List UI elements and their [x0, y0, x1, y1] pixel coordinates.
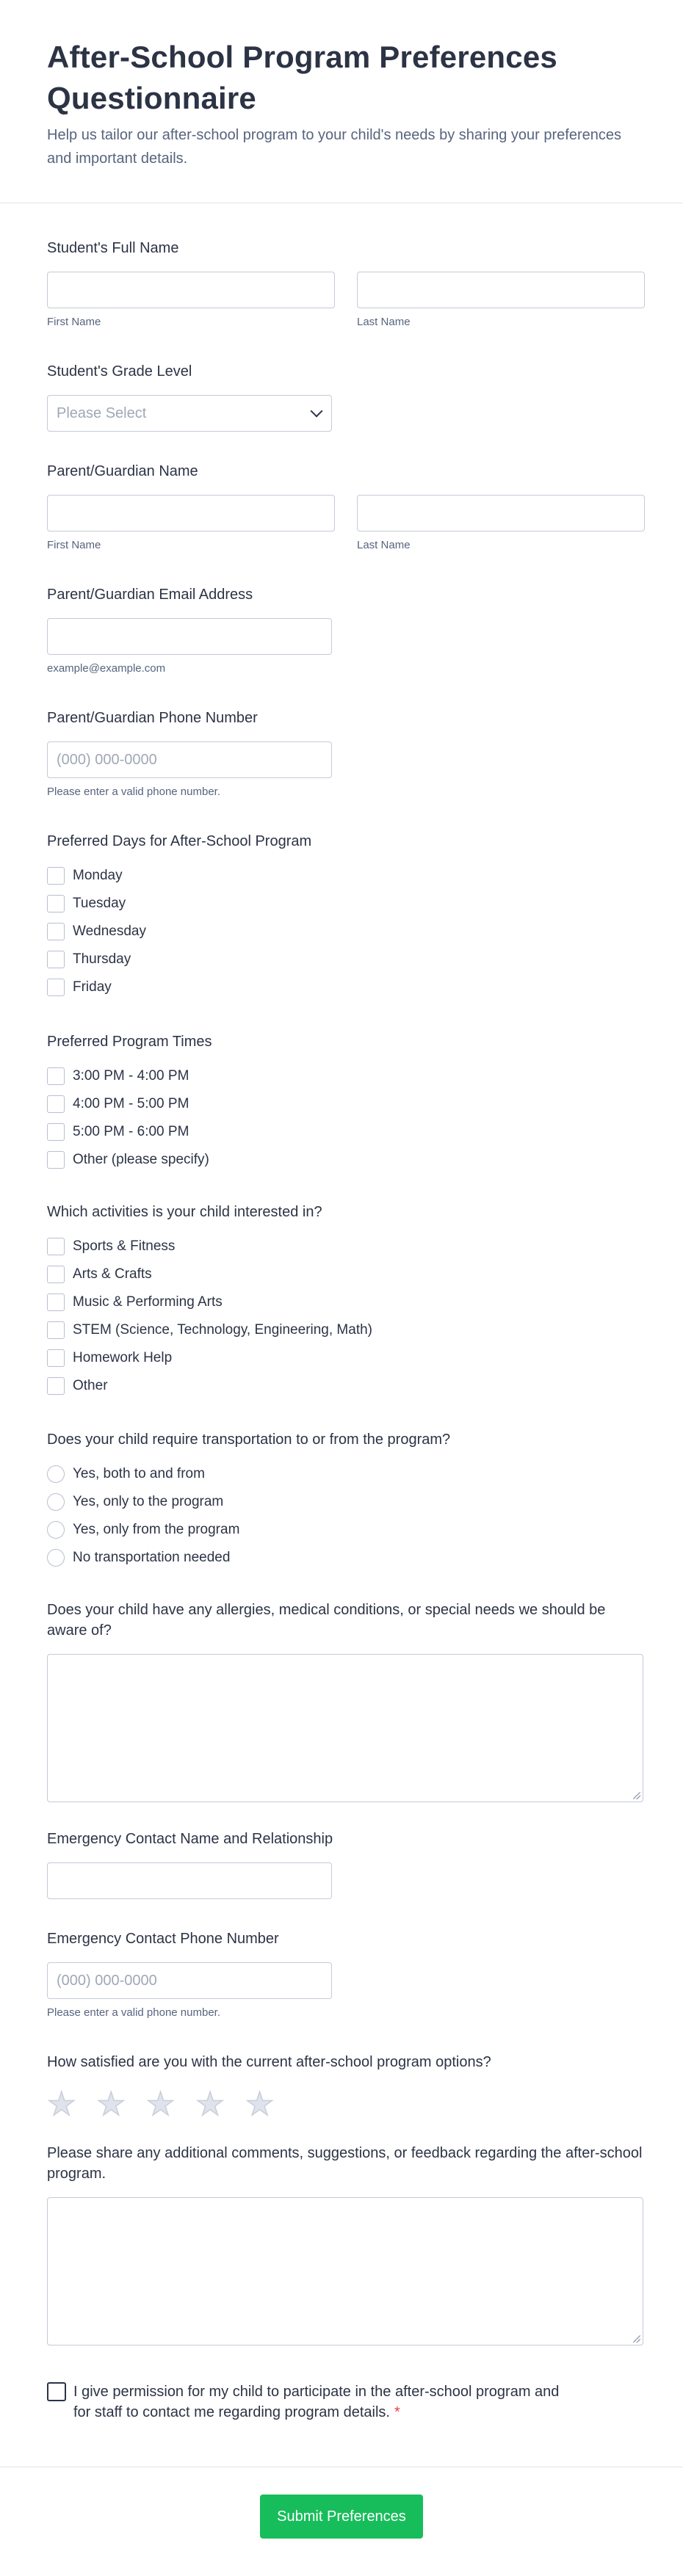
- star-icon[interactable]: ★: [195, 2086, 225, 2122]
- parent-phone-input[interactable]: [47, 741, 332, 778]
- activity-option[interactable]: Homework Help: [47, 1344, 643, 1372]
- satisfaction-label: How satisfied are you with the current after-school program options?: [47, 2054, 491, 2070]
- student-first-name-input[interactable]: [47, 272, 335, 308]
- checkbox[interactable]: [47, 895, 65, 913]
- checkbox[interactable]: [47, 1095, 65, 1113]
- checkbox[interactable]: [47, 923, 65, 940]
- parent-last-name-sublabel: Last Name: [357, 539, 411, 551]
- transport-option[interactable]: No transportation needed: [47, 1544, 643, 1572]
- student-name-field: [47, 238, 643, 328]
- grade-select[interactable]: [47, 395, 332, 432]
- parent-first-name-sublabel: First Name: [47, 539, 101, 551]
- consent-checkbox[interactable]: [47, 2382, 66, 2401]
- times-label: Preferred Program Times: [47, 1034, 212, 1050]
- emergency-phone-input[interactable]: [47, 1962, 332, 1999]
- checkbox[interactable]: [47, 1377, 65, 1395]
- transport-field: [47, 1429, 643, 1572]
- satisfaction-field: [47, 2052, 643, 2121]
- checkbox[interactable]: [47, 1151, 65, 1169]
- radio[interactable]: [47, 1521, 65, 1539]
- emergency-name-field: [47, 1829, 643, 1899]
- allergies-label: Does your child have any allergies, medical conditions, or special needs we should be aware of?: [47, 1602, 606, 1639]
- emergency-phone-field: [47, 1929, 643, 2019]
- transport-label: Does your child require transportation to or from the program?: [47, 1432, 451, 1448]
- activity-option[interactable]: Sports & Fitness: [47, 1233, 643, 1260]
- emergency-phone-sublabel: Please enter a valid phone number.: [47, 2006, 220, 2019]
- parent-phone-label: Parent/Guardian Phone Number: [47, 710, 258, 726]
- time-option[interactable]: 4:00 PM - 5:00 PM: [47, 1090, 643, 1118]
- days-field: [47, 831, 643, 1001]
- form-description: Help us tailor our after-school program to your child's needs by sharing your preferences and important details.: [47, 127, 621, 167]
- parent-email-sublabel: example@example.com: [47, 662, 166, 675]
- parent-first-name-input[interactable]: [47, 495, 335, 531]
- checkbox[interactable]: [47, 1294, 65, 1311]
- times-field: [47, 1031, 643, 1174]
- time-option[interactable]: 3:00 PM - 4:00 PM: [47, 1062, 643, 1090]
- parent-name-label: Parent/Guardian Name: [47, 463, 198, 479]
- checkbox[interactable]: [47, 1266, 65, 1283]
- star-icon[interactable]: ★: [145, 2086, 176, 2122]
- grade-label: Student's Grade Level: [47, 363, 192, 380]
- parent-phone-field: [47, 708, 643, 798]
- student-first-name-sublabel: First Name: [47, 316, 101, 328]
- allergies-textarea[interactable]: [47, 1654, 643, 1802]
- parent-last-name-input[interactable]: [357, 495, 645, 531]
- activity-option[interactable]: Music & Performing Arts: [47, 1288, 643, 1316]
- activities-label: Which activities is your child interested in?: [47, 1204, 322, 1220]
- day-option[interactable]: Monday: [47, 862, 643, 890]
- activity-option[interactable]: STEM (Science, Technology, Engineering, Math): [47, 1316, 643, 1344]
- day-option[interactable]: Friday: [47, 973, 643, 1001]
- form-title: After-School Program Preferences Questionnaire: [47, 40, 557, 115]
- required-asterisk: *: [394, 2404, 400, 2420]
- transport-option[interactable]: Yes, both to and from: [47, 1460, 643, 1488]
- day-option[interactable]: Wednesday: [47, 918, 643, 946]
- activity-option[interactable]: Arts & Crafts: [47, 1260, 643, 1288]
- emergency-phone-label: Emergency Contact Phone Number: [47, 1931, 279, 1947]
- parent-name-field: [47, 461, 643, 551]
- activities-field: [47, 1202, 643, 1400]
- time-option[interactable]: Other (please specify): [47, 1146, 643, 1174]
- checkbox[interactable]: [47, 1067, 65, 1085]
- time-option[interactable]: 5:00 PM - 6:00 PM: [47, 1118, 643, 1146]
- grade-select-value: Please Select: [57, 404, 147, 421]
- resize-grip-icon[interactable]: [633, 1792, 640, 1799]
- form-header: [0, 0, 683, 203]
- day-option[interactable]: Thursday: [47, 946, 643, 973]
- allergies-field: [47, 1600, 643, 1802]
- emergency-name-label: Emergency Contact Name and Relationship: [47, 1831, 333, 1847]
- submit-button[interactable]: Submit Preferences: [260, 2495, 423, 2539]
- transport-option[interactable]: Yes, only from the program: [47, 1516, 643, 1544]
- emergency-name-input[interactable]: [47, 1862, 332, 1899]
- form-footer: [0, 2467, 683, 2576]
- checkbox[interactable]: [47, 867, 65, 885]
- star-icon[interactable]: ★: [245, 2086, 275, 2122]
- checkbox[interactable]: [47, 979, 65, 996]
- day-option[interactable]: Tuesday: [47, 890, 643, 918]
- resize-grip-icon[interactable]: [633, 2335, 640, 2343]
- parent-phone-sublabel: Please enter a valid phone number.: [47, 786, 220, 798]
- student-last-name-sublabel: Last Name: [357, 316, 411, 328]
- parent-email-label: Parent/Guardian Email Address: [47, 587, 253, 603]
- student-name-label: Student's Full Name: [47, 240, 179, 256]
- radio[interactable]: [47, 1493, 65, 1511]
- checkbox[interactable]: [47, 1238, 65, 1255]
- radio[interactable]: [47, 1465, 65, 1483]
- radio[interactable]: [47, 1549, 65, 1567]
- checkbox[interactable]: [47, 1123, 65, 1141]
- comments-field: [47, 2143, 643, 2345]
- transport-option[interactable]: Yes, only to the program: [47, 1488, 643, 1516]
- star-rating: [47, 2086, 643, 2122]
- comments-textarea[interactable]: [47, 2197, 643, 2345]
- parent-email-input[interactable]: [47, 618, 332, 655]
- comments-label: Please share any additional comments, suggestions, or feedback regarding the after-school program.: [47, 2145, 643, 2182]
- parent-email-field: [47, 584, 643, 675]
- consent-text: I give permission for my child to participate in the after-school program and for staff to contact me regarding program details. *: [73, 2384, 560, 2420]
- grade-field: [47, 361, 643, 432]
- checkbox[interactable]: [47, 951, 65, 968]
- activity-option[interactable]: Other: [47, 1372, 643, 1400]
- student-last-name-input[interactable]: [357, 272, 645, 308]
- days-label: Preferred Days for After-School Program: [47, 833, 312, 849]
- checkbox[interactable]: [47, 1349, 65, 1367]
- star-icon[interactable]: ★: [47, 2086, 76, 2122]
- star-icon[interactable]: ★: [96, 2086, 126, 2122]
- checkbox[interactable]: [47, 1321, 65, 1339]
- chevron-down-icon: [311, 405, 323, 418]
- consent-field: [47, 2381, 576, 2423]
